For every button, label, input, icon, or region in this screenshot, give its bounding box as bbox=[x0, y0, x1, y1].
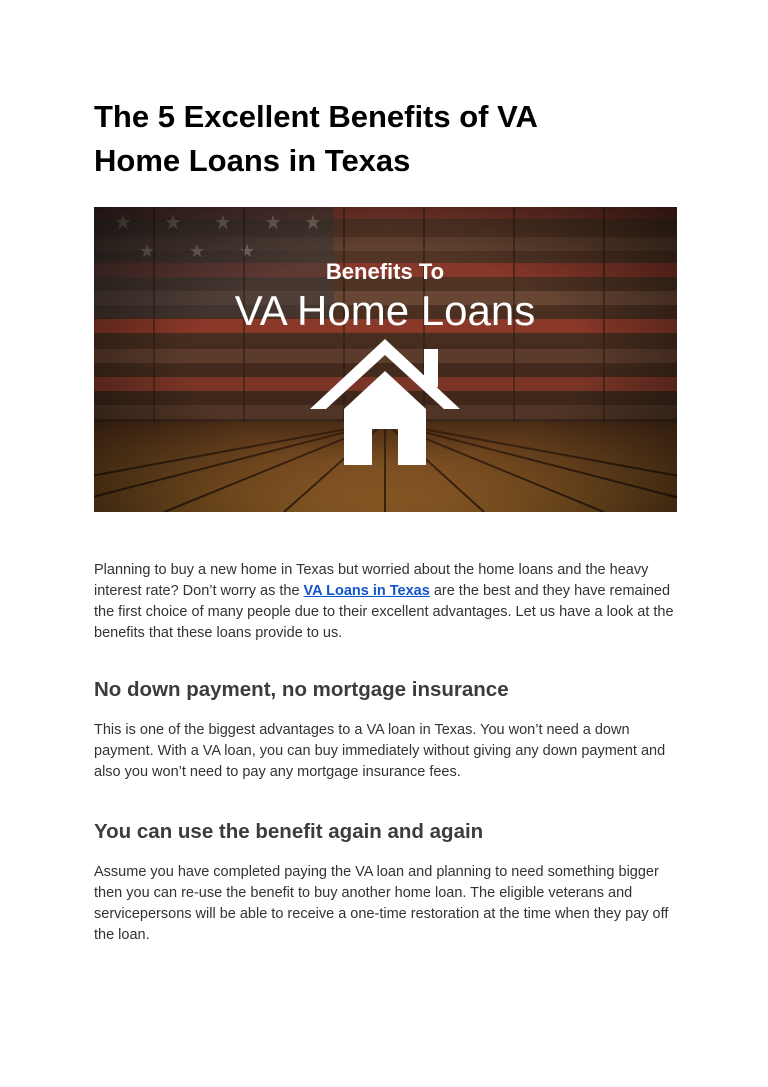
hero-caption-small: Benefits To bbox=[325, 259, 445, 284]
intro-text-before-link: Planning to buy a new home in Texas but worried about the home loans and the heavy interest rate? Don’t worry as the bbox=[94, 562, 649, 599]
hero-image bbox=[94, 207, 677, 512]
article-title-line2: Home Loans in Texas bbox=[94, 143, 411, 178]
hero-caption-large: VA Home Loans bbox=[234, 287, 536, 334]
intro-text-after-link: are the best and they have remained the first choice of many people due to their excellent advantages. Let us have a look at the benefits that these loans provide to us. bbox=[94, 583, 674, 641]
article-title bbox=[94, 95, 694, 183]
section-body-reuse-benefit: Assume you have completed paying the VA loan and planning to need something bigger then you can re-use the benefit to buy another home loan. The eligible veterans and servicepersons will be able to receive a one-time restoration at the time when they pay off the loan. bbox=[94, 864, 669, 943]
section-heading-down-payment: No down payment, no mortgage insurance bbox=[94, 678, 509, 701]
section-heading-reuse-benefit: You can use the benefit again and again bbox=[94, 820, 484, 843]
article-title-line1: The 5 Excellent Benefits of VA bbox=[94, 99, 538, 134]
va-loans-link[interactable]: VA Loans in Texas bbox=[303, 583, 430, 599]
section-body-down-payment: This is one of the biggest advantages to a VA loan in Texas. You won’t need a down payment. With a VA loan, you can buy immediately without giving any down payment and also you won’t need to pay any mortgage insurance fees. bbox=[94, 722, 666, 780]
intro-paragraph bbox=[94, 560, 684, 644]
